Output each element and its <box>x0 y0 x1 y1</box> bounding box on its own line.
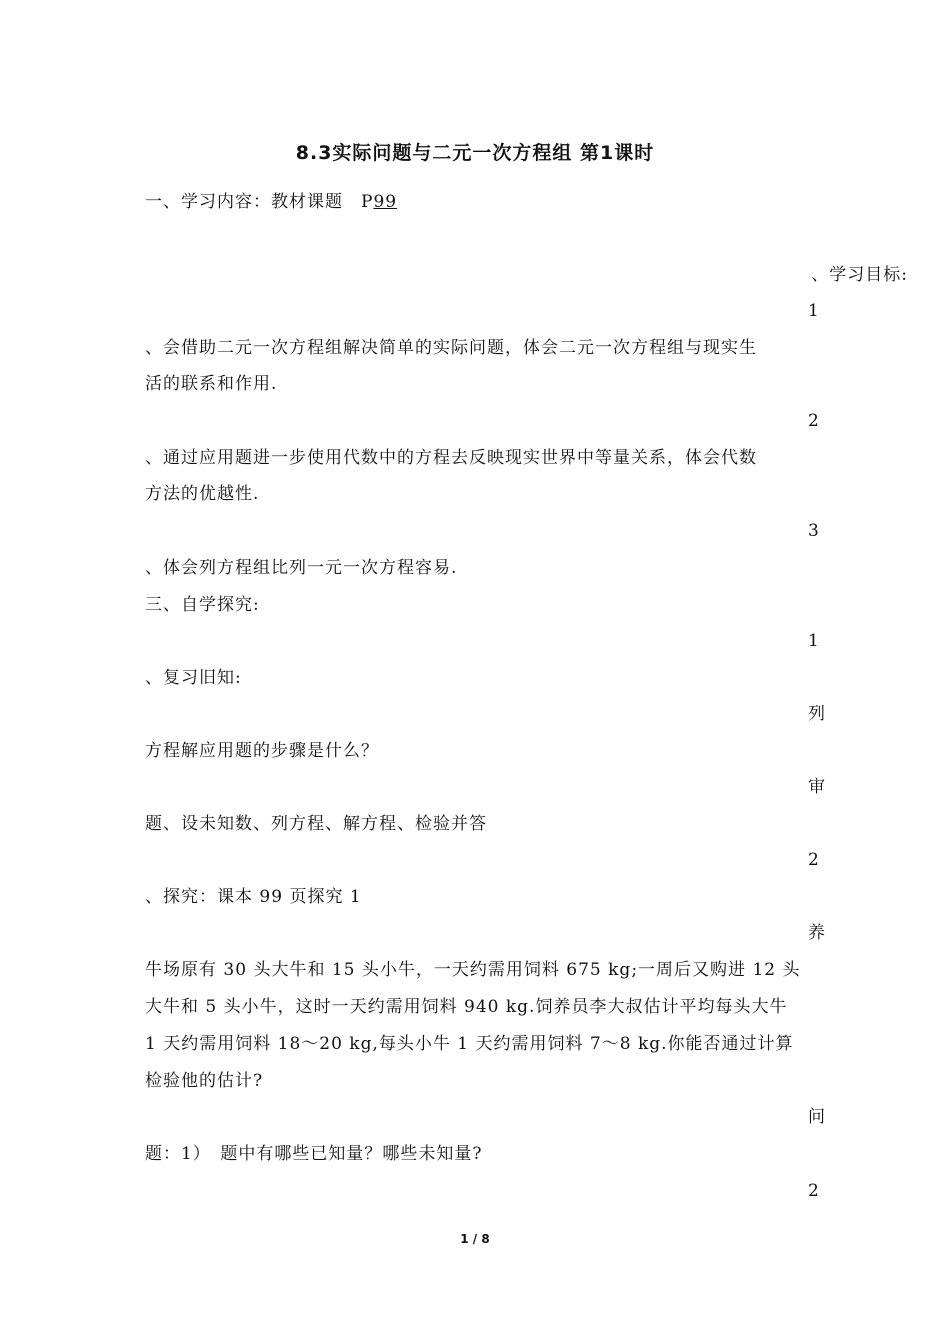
review-number: 1 <box>808 631 819 651</box>
review-marker-b: 审 <box>808 777 825 797</box>
section-learning-content <box>145 191 397 213</box>
question-1: 题：1） 题中有哪些已知量？哪些未知量? <box>145 1144 483 1164</box>
problem-line-2: 大牛和 5 头小牛，这时一天约需用饲料 940 kg.饲养员李大叔估计平均每头大牛 <box>145 997 788 1017</box>
explore-label: 、探究：课本 99 页探究 1 <box>145 887 362 907</box>
review-question: 方程解应用题的步骤是什么？ <box>145 741 379 761</box>
trailing-number: 2 <box>808 1181 819 1201</box>
page-title: 8.3实际问题与二元一次方程组 第1课时 <box>295 142 655 164</box>
review-label: 、复习旧知: <box>145 668 242 688</box>
textbook-page-ref: 99 <box>373 192 398 212</box>
explore-number: 2 <box>808 850 819 870</box>
page-number: 1 / 8 <box>460 1232 490 1246</box>
problem-line-1: 牛场原有 30 头大牛和 15 头小牛，一天约需用饲料 675 kg;一周后又购进 12 头 <box>145 960 801 980</box>
goal-number-3: 3 <box>808 521 819 541</box>
problem-line-3: 1 天约需用饲料 18～20 kg,每头小牛 1 天约需用饲料 7～8 kg.你能否通过计算 <box>145 1034 794 1054</box>
section-learning-content-label: 一、学习内容：教材课题 P <box>145 192 374 212</box>
goal-3-line-1: 、体会列方程组比列一元一次方程容易. <box>145 558 458 578</box>
goal-2-line-1: 、通过应用题进一步使用代数中的方程去反映现实世界中等量关系，体会代数 <box>145 448 757 468</box>
goal-1-line-2: 活的联系和作用. <box>145 374 278 394</box>
review-answer: 题、设未知数、列方程、解方程、检验并答 <box>145 814 487 834</box>
section-learning-goals-label: 、学习目标: <box>811 265 908 285</box>
goal-1-line-1: 、会借助二元一次方程组解决简单的实际问题，体会二元一次方程组与现实生 <box>145 338 757 358</box>
section-self-study-label: 三、自学探究: <box>145 595 260 615</box>
goal-2-line-2: 方法的优越性. <box>145 484 260 504</box>
goal-number-2: 2 <box>808 411 819 431</box>
review-marker-a: 列 <box>808 704 825 724</box>
goal-number-1: 1 <box>808 301 819 321</box>
problem-line-4: 检验他的估计? <box>145 1071 264 1091</box>
explore-marker: 养 <box>808 923 825 943</box>
question-marker: 问 <box>808 1107 825 1127</box>
